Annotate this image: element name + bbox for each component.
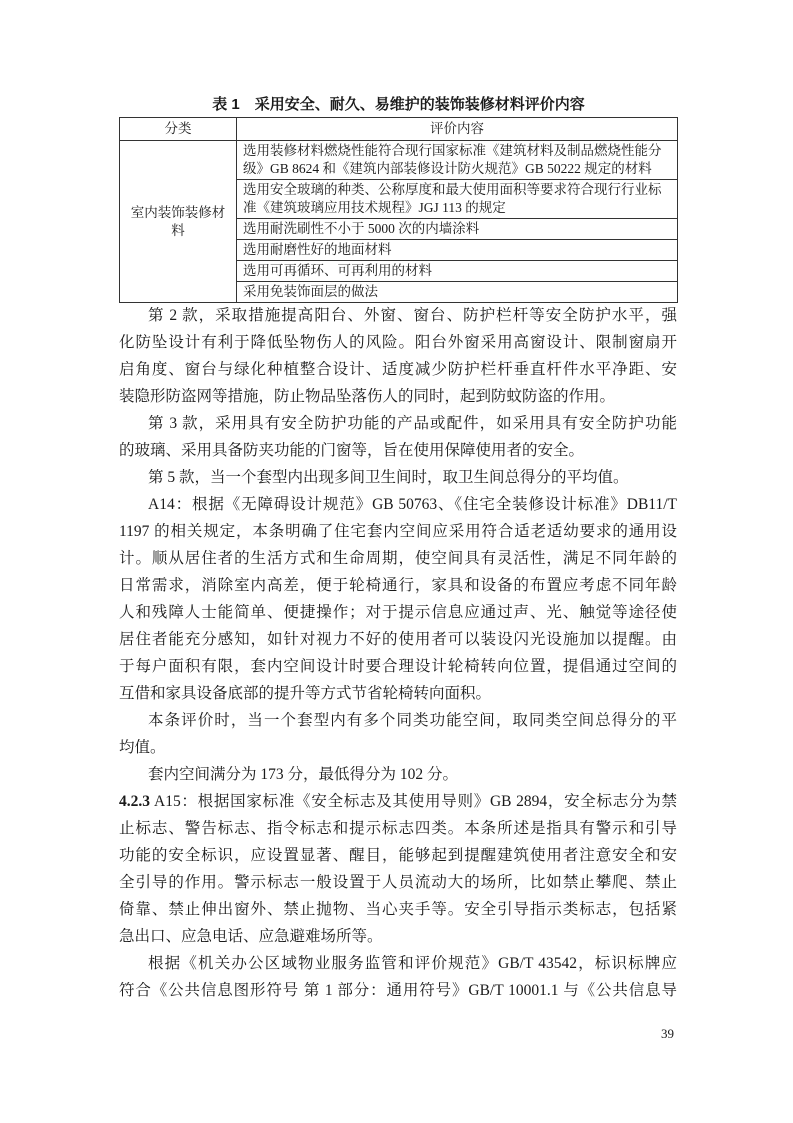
category-cell: 室内装饰装修材料 — [120, 141, 237, 303]
text-line: 的玻璃、采用具备防夹功能的门窗等，旨在使用保障使用者的安全。 — [119, 442, 585, 459]
text-line: 均值。 — [119, 739, 166, 756]
content-cell: 选用耐洗刷性不小于 5000 次的内墙涂料 — [237, 219, 678, 240]
text-line: A14：根据《无障碍设计规范》GB 50763、《住宅全装修设计标准》DB11/T — [148, 496, 677, 513]
text-line: 装隐形防盗网等措施，防止物品坠落伤人的同时，起到防蚊防盗的作用。 — [119, 388, 616, 405]
table-header-row — [120, 118, 678, 141]
text-line: 套内空间满分为 173 分，最低得分为 102 分。 — [148, 766, 459, 783]
content-cell: 选用可再循环、可再利用的材料 — [237, 261, 678, 282]
text-line: 于每户面积有限，套内空间设计时要合理设计轮椅转向位置，提倡通过空间的 — [119, 658, 677, 675]
text-line: 第 3 款，采用具有安全防护功能的产品或配件，如采用具有安全防护功能 — [148, 415, 677, 432]
text-line: 第 5 款，当一个套型内出现多间卫生间时，取卫生间总得分的平均值。 — [148, 469, 629, 486]
table-caption: 表 1 采用安全、耐久、易维护的装饰装修材料评价内容 — [212, 96, 585, 113]
header-category: 分类 — [120, 118, 237, 141]
content-cell: 选用耐磨性好的地面材料 — [237, 240, 678, 261]
page-content — [119, 95, 678, 1004]
text-line: 日常需求，消除室内高差，便于轮椅通行，家具和设备的布置应考虑不同年龄 — [119, 577, 677, 594]
text-line: 本条评价时，当一个套型内有多个同类功能空间，取同类空间总得分的平 — [148, 712, 677, 729]
text-line: 全引导的作用。警示标志一般设置于人员流动大的场所，比如禁止攀爬、禁止 — [119, 874, 677, 891]
header-content: 评价内容 — [237, 118, 678, 141]
content-cell: 选用安全玻璃的种类、公称厚度和最大使用面积等要求符合现行行业标准《建筑玻璃应用技术规程》JGJ 113 的规定 — [237, 180, 678, 219]
text-line: 第 2 款，采取措施提高阳台、外窗、窗台、防护栏杆等安全防护水平，强 — [148, 307, 677, 324]
table-row — [120, 141, 678, 180]
text-line: 计。顺从居住者的生活方式和生命周期，使空间具有灵活性，满足不同年龄的 — [119, 550, 677, 567]
text-line: 互借和家具设备底部的提升等方式节省轮椅转向面积。 — [119, 685, 492, 702]
text-line: 倚靠、禁止伸出窗外、禁止抛物、当心夹手等。安全引导指示类标志，包括紧 — [119, 901, 677, 918]
text-line: 居住者能充分感知，如针对视力不好的使用者可以装设闪光设施加以提醒。由 — [119, 631, 677, 648]
evaluation-table — [119, 117, 678, 303]
content-cell: 选用装修材料燃烧性能符合现行国家标准《建筑材料及制品燃烧性能分级》GB 8624 和《建筑内部装修设计防火规范》GB 50222 规定的材料 — [237, 141, 678, 180]
text-line: 1197 的相关规定，本条明确了住宅套内空间应采用符合适老适幼要求的通用设 — [119, 523, 677, 540]
section-number: 4.2.3 — [119, 793, 150, 810]
text-line: 启角度、窗台与绿化种植整合设计、适度减少防护栏杆垂直杆件水平净距、安 — [119, 361, 677, 378]
body-text — [119, 302, 677, 1004]
text-line: 功能的安全标识，应设置显著、醒目，能够起到提醒建筑使用者注意安全和安 — [119, 847, 677, 864]
text-line: 化防坠设计有利于降低坠物伤人的风险。阳台外窗采用高窗设计、限制窗扇开 — [119, 334, 677, 351]
text-line: 根据《机关办公区域物业服务监管和评价规范》GB/T 43542，标识标牌应 — [148, 955, 677, 972]
content-cell: 采用免装饰面层的做法 — [237, 282, 678, 303]
page-number: 39 — [661, 1026, 674, 1041]
text-line: 急出口、应急电话、应急避难场所等。 — [119, 928, 383, 945]
section-line — [119, 788, 677, 815]
text-line: 止标志、警告标志、指令标志和提示标志四类。本条所述是指具有警示和引导 — [119, 820, 677, 837]
text-line: 符合《公共信息图形符号 第 1 部分：通用符号》GB/T 10001.1 与《公共信息导 — [119, 982, 677, 999]
text-line: A15：根据国家标准《安全标志及其使用导则》GB 2894，安全标志分为禁 — [154, 793, 677, 810]
text-line: 人和残障人士能简单、便捷操作；对于提示信息应通过声、光、触觉等途径使 — [119, 604, 677, 621]
